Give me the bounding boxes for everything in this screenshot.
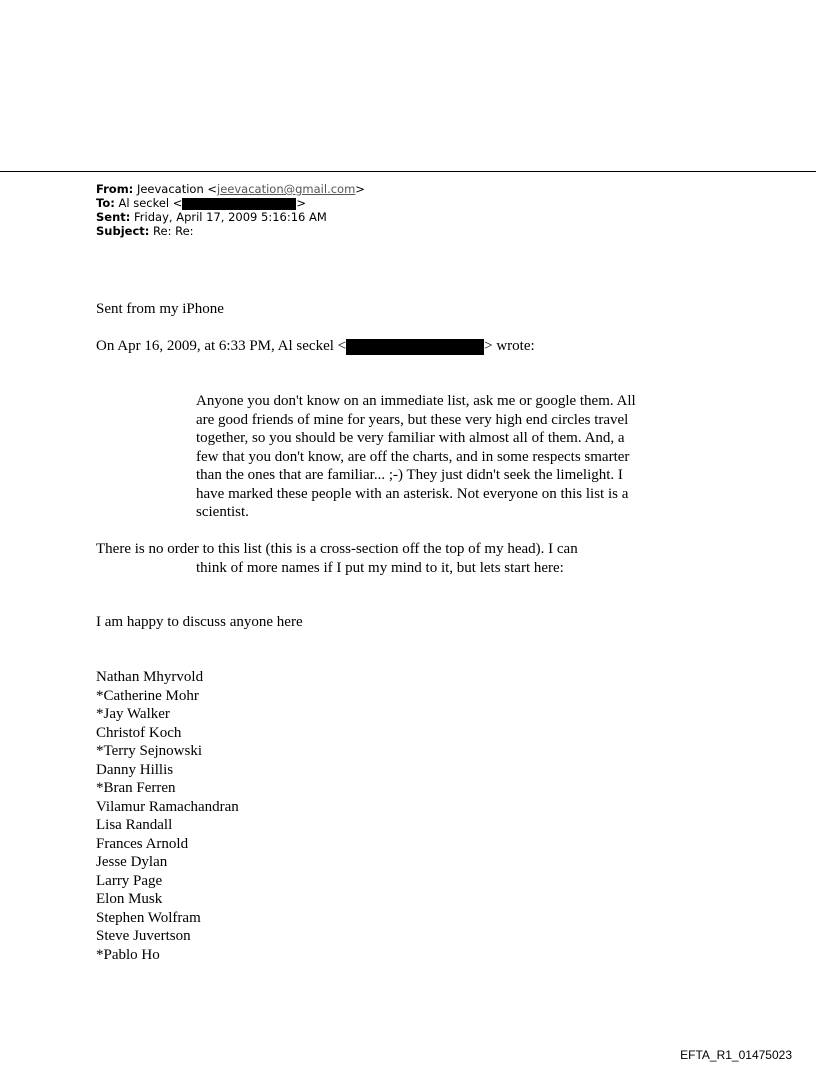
list-item: Stephen Wolfram xyxy=(96,909,201,926)
from-email-link[interactable]: jeevacation@gmail.com xyxy=(217,182,356,196)
list-item: Vilamur Ramachandran xyxy=(96,798,239,815)
to-name: Al seckel < xyxy=(118,196,183,210)
list-item: Jesse Dylan xyxy=(96,854,168,870)
list-item: Nathan Mhyrvold xyxy=(96,669,204,685)
discuss-line: I am happy to discuss anyone here xyxy=(96,614,303,630)
sent-value: Friday, April 17, 2009 5:16:16 AM xyxy=(134,210,327,224)
from-label: From: xyxy=(96,182,134,196)
list-item: *Terry Sejnowski xyxy=(96,743,203,759)
list-item: Christof Koch xyxy=(96,724,182,741)
sent-label: Sent: xyxy=(96,210,131,224)
email-header xyxy=(96,182,365,238)
from-name: Jeevacation < xyxy=(136,182,218,196)
order-line-1: There is no order to this list (this is a cross-section off the top of my head). I can xyxy=(96,541,578,557)
list-item: Elon Musk xyxy=(96,891,163,907)
list-item: Frances Arnold xyxy=(96,835,189,852)
from-close: > xyxy=(355,182,365,196)
subject-row xyxy=(96,224,365,238)
to-row xyxy=(96,196,365,210)
list-item: *Catherine Mohr xyxy=(96,687,199,704)
list-item: Steve Juvertson xyxy=(96,928,191,944)
subject-value: Re: Re: xyxy=(153,224,194,238)
reply-intro-before: On Apr 16, 2009, at 6:33 PM, Al seckel < xyxy=(96,338,347,354)
signature-line: Sent from my iPhone xyxy=(96,301,224,317)
from-row xyxy=(96,182,365,196)
names-list xyxy=(96,668,239,964)
header-divider xyxy=(0,171,816,172)
order-paragraph xyxy=(96,540,616,577)
sent-row xyxy=(96,210,365,224)
to-label: To: xyxy=(96,196,115,210)
list-item: Larry Page xyxy=(96,872,163,889)
reply-intro xyxy=(96,337,535,356)
list-item: *Pablo Ho xyxy=(96,946,160,963)
to-close: > xyxy=(296,196,307,210)
list-item: Danny Hillis xyxy=(96,761,174,778)
quoted-paragraph: Anyone you don't know on an immediate list, ask me or google them. All are good friends of mine for years, but these very high end circles travel together, so you should be very familiar with almost all of them. And, a few that you don't know, are off the charts, and in some respects smarter than the ones that are familiar... ;-) They just didn't seek the limelight. I have marked these people with an asterisk. Not everyone on this list is a scientist. xyxy=(196,393,636,520)
order-line-2: think of more names if I put my mind to it, but lets start here: xyxy=(196,559,564,576)
redaction-box xyxy=(182,198,296,210)
subject-label: Subject: xyxy=(96,224,150,238)
list-item: Lisa Randall xyxy=(96,817,173,833)
document-id: EFTA_R1_01475023 xyxy=(680,1048,792,1062)
redaction-box xyxy=(346,339,484,355)
reply-intro-after: > wrote: xyxy=(484,338,535,354)
list-item: *Jay Walker xyxy=(96,706,170,722)
list-item: *Bran Ferren xyxy=(96,780,176,796)
